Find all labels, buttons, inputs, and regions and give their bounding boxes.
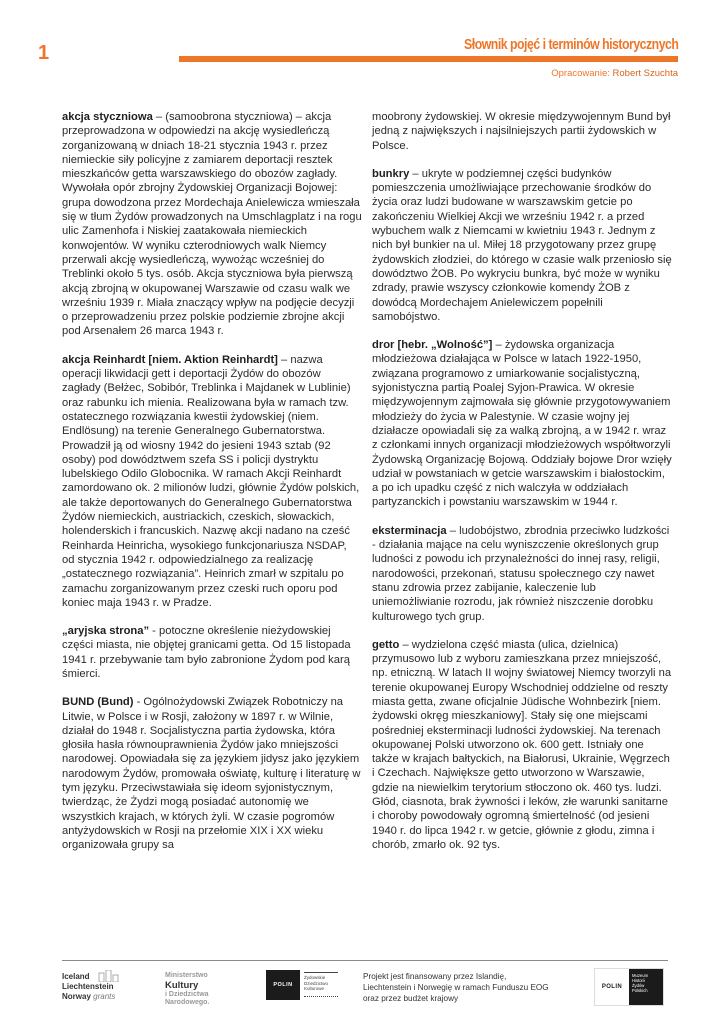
eea-line-1: Iceland (62, 972, 90, 981)
polin-small-logo: POLIN (266, 970, 300, 1000)
page-number: 1 (38, 42, 50, 64)
glossary-entry (62, 624, 362, 681)
entry-definition: - Ogólnożydowski Związek Robotniczy na Litwie, w Polsce i w Rosji, założony w 1897 r. w Wilnie, działał do 1948 r. Socjalistyczna partia żydowska, która głosiła hasła równouprawnienia Żydów jako mniejszości narodowej. Opowiadała się za językiem jidysz jako językiem narodowym Żydów, promowała oświatę, kulturę i literaturę w tym języku. Przeciwstawiała się ideom syjonistycznym, twierdząc, że Żydzi mogą posiadać autonomię we wszystkich krajach, w których żyli. W czasie pogromów antyżydowskich w Rosji na przełomie XIX i XX wieku organizowała grupy sa (62, 696, 361, 852)
glossary-entry (372, 638, 672, 852)
entry-definition: – wydzielona część miasta (ulica, dzielnica) przymusowo lub z wyboru zamieszkana przez mniejszość, np. etniczną. W latach II wojny światowej Niemcy tworzyli na terenie okupowanej Europy Wschodniej oddzielne od reszty miasta getta, zwane oficjalnie Jüdische Wohnbezirk [niem. żydowski okręg mieszkaniowy]. Stały się one miejscami pośredniej eksterminacji ludności żydowskiej. Na terenach okupowanej Polski utworzono ok. 600 gett. Istniały one także w krajach bałtyckich, na Białorusi, Ukrainie, Węgrzech i Czechach. Największe getto utworzono w Warszawie, gdzie na niewielkim terytorium stłoczono ok. 460 tys. ludzi. Głód, ciasnota, brak żywności i leków, złe warunki sanitarne i choroby powodowały ogromną śmiertelność (od jesieni 1940 r. do lipca 1942 r. w getcie, głównie z głodu, zimna i chorób, zmarło ok. 92 tys. (372, 638, 672, 851)
museum-line-4: Polskich (632, 988, 648, 993)
funding-statement (363, 971, 549, 1004)
ministry-line-2: Kultury (165, 979, 199, 991)
polin-museum-logo (594, 968, 664, 1006)
document-title: Słownik pojęć i terminów historycznych (463, 36, 678, 53)
entry-definition: – nazwa operacji likwidacji gett i deportacji Żydów do obozów zagłady (Bełżec, Sobibór, Treblinka i Majdanek w Lublinie) oraz rabunku ich mienia. Realizowana była w ramach tzw. ostatecznego rozwiązania kwestii żydowskiej (niem. Endlösung) na terenie Generalnego Gubernatorstwa. Prowadził ją od wiosny 1942 do jesieni 1943 sztab (92 osoby) pod dowództwem szefa SS i policji dystryktu lubelskiego Odilo Globocnika. W ramach Akcji Reinhardt zamordowano ok. 2 milionów ludzi, głównie Żydów polskich, ale także deportowanych do Generalnego Gubernatorstwa Żydów niemieckich, austriackich, czeskich, słowackich, holenderskich i francuskich. Nazwę akcji nadano na cześć Reinharda Heinricha, wysokiego funkcjonariusza NSDAP, od stycznia 1942 r. odpowiedzialnego za realizację „ostatecznego rozwiązania”. Heinrich zmarł w szpitalu po zamachu zorganizowanym przez czeski ruch oporu pod koniec maja 1943 r. w Pradze. (62, 353, 360, 609)
eea-towers-icon (98, 970, 122, 982)
author-line (551, 68, 678, 79)
museum-line-1: Muzeum (632, 973, 649, 978)
heritage-dotted-line (304, 992, 338, 997)
entry-definition: moobrony żydowskiej. W okresie międzywojennym Bund był jedną z największych i najsilniejszych partii żydowskich w Polsce. (372, 111, 671, 152)
entry-definition: – ukryte w podziemnej części budynków pomieszczenia umożliwiające przechowanie środków do życia oraz ludzi budowane w warszawskim getcie po zakończeniu Wielkiej Akcji we wrześniu 1942 r. a przed wybuchem walk z Niemcami w kwietniu 1943 r. Jednym z nich był bunkier na ul. Miłej 18 przygotowany przez grupę żydowskich złodziei, do którego w czasie walk przeniosło się dowództwo ŻOB. Po wykryciu bunkra, być może w wyniku zdrady, prawie wszyscy członkowie komendy ŻOB z dowódcą Mordechajem Anielewiczem popełnili samobójstwo. (372, 167, 672, 323)
eea-grants-word: grants (93, 992, 116, 1001)
ministry-culture-logo (165, 972, 209, 1008)
title-underline-bar (179, 56, 678, 62)
entry-definition: - potoczne określenie nieżydowskiej części miasta, nie objętej granicami getta. Od 15 listopada 1941 r. przebywanie tam było zabronione Żydom pod karą śmierci. (62, 625, 351, 680)
glossary-entry-continued (372, 110, 672, 153)
right-column (372, 110, 672, 867)
eea-grants-logo (62, 972, 115, 1002)
left-column (62, 110, 362, 867)
glossary-entry (372, 338, 672, 510)
entry-term: „aryjska strona” (62, 625, 150, 638)
author-name: Robert Szuchta (612, 68, 678, 79)
polin-heritage-note (304, 972, 338, 997)
entry-term: akcja Reinhardt [niem. Aktion Reinhardt] (62, 353, 278, 366)
glossary-entry (372, 167, 672, 324)
glossary-entry (62, 353, 362, 610)
entry-term: akcja styczniowa (62, 111, 153, 123)
entry-term: eksterminacja (372, 524, 447, 537)
author-label: Opracowanie: (551, 68, 613, 79)
entry-definition: – ludobójstwo, zbrodnia przeciwko ludzkości - działania mające na celu wyniszczenie określonych grup ludności z powodu ich przynależności do innej rasy, religii, narodowości, przekonań, statusu społecznego czy nawet stanu zdrowia przez zabijanie, kaleczenie lub uniemożliwianie rozrodu, jak również niszczenie dorobku kulturowego tych grup. (372, 524, 670, 623)
entry-definition: – (samoobrona styczniowa) – akcja przeprowadzona w odpowiedzi na akcję wysiedleńczą zorganizowaną w dniach 18-21 stycznia 1943 r. przez niemieckie siły policyjne z zamiarem deportacji resztek mieszkańców getta warszawskiego do obozów zagłady. Wywołała opór zbrojny Żydowskiej Organizacji Bojowej: grupa dowodzona przez Mordechaja Anielewicza wmieszała się w tłum Żydów prowadzonych na Umschlagplatz i na rogu ulic Zamenhofa i Niskiej zaatakowała niemieckich konwojentów. W wyniku czterodniowych walk Niemcy przerwali akcję wysiedleńczą, wywożąc wcześniej do Treblinki około 5 tys. osób. Akcja styczniowa była pierwszą akcją zbrojną w okupowanej Warszawie od czasu walk we wrześniu 1939 r. Miała znaczący wpływ na podjęcie decyzji o przeprowadzeniu przez polskie podziemie zbrojne akcji pod Arsenałem 26 marca 1943 r. (62, 111, 362, 338)
entry-definition: – żydowska organizacja młodzieżowa działająca w Polsce w latach 1922-1950, związana programowo z umiarkowanie socjalistyczną, syjonistyczna partią Poalej Syjon-Prawica. W okresie międzywojennym zajmowała się głównie przygotowywaniem młodzieży do życia w Palestynie. W czasie wojny jej działacze opowiadali się za walką zbrojną, a w 1942 r. wraz z członkami innych organizacji młodzieżowych współtworzyli Żydowską Organizację Bojową. Oddziały bojowe Dror wzięły udział w powstaniach w getcie warszawskim i białostockim, a po ich upadku część z nich walczyła w oddziałach partyzanckich i powstaniu warszawskim w 1944 r. (372, 339, 672, 509)
glossary-entry (372, 524, 672, 624)
polin-museum-name (629, 969, 663, 1005)
glossary-entry (62, 695, 362, 852)
entry-term: bunkry (372, 167, 410, 180)
entry-term: BUND (Bund) (62, 696, 134, 709)
ministry-line-1: Ministerstwo (165, 972, 208, 979)
ministry-line-3: i Dziedzictwa (165, 990, 209, 998)
polin-museum-wordmark: POLIN (595, 969, 629, 1005)
funding-line-1: Projekt jest finansowany przez Islandię, (363, 972, 507, 981)
footer-divider (62, 960, 668, 961)
heritage-line-1: Żydowskie (304, 975, 326, 980)
ministry-line-4: Narodowego. (165, 999, 210, 1006)
entry-term: getto (372, 638, 400, 651)
eea-line-3: Norway (62, 992, 91, 1001)
heritage-line-2: Dziedzictwo (304, 980, 329, 986)
museum-line-3: Żydów (632, 983, 645, 988)
museum-line-2: Historii (632, 978, 645, 983)
glossary-entry (62, 110, 362, 339)
funding-line-2: Liechtenstein i Norwegię w ramach Funduszu EOG (363, 983, 549, 992)
entry-term: dror [hebr. „Wolność”] (372, 339, 493, 352)
heritage-line-3: Kulturowe (304, 986, 325, 991)
funding-line-3: oraz przez budżet krajowy (363, 994, 459, 1003)
footer-logos (62, 968, 678, 1018)
eea-line-2: Liechtenstein (62, 982, 114, 991)
glossary-columns (62, 110, 672, 867)
